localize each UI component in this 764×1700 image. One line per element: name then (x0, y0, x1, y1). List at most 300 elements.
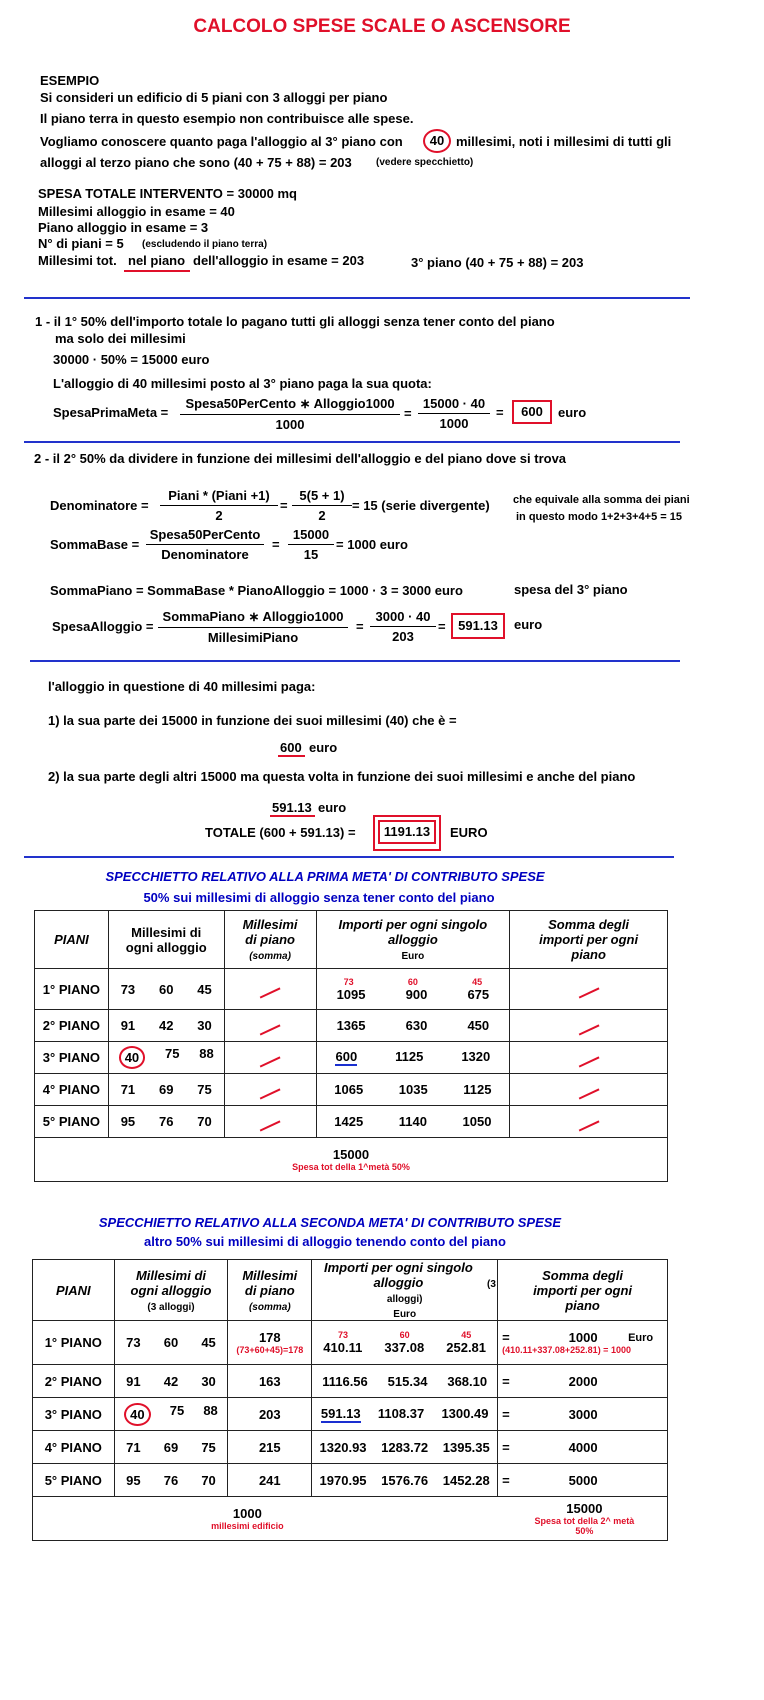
table1-importi-group (317, 987, 510, 1002)
table2-millesimi-value: 60 (163, 1335, 179, 1350)
table2-footer-note-1: Spesa tot della 2^ metà (534, 1516, 635, 1526)
table1-millesimi-value: 76 (158, 1114, 174, 1129)
table1-millesimi-value: 70 (197, 1114, 212, 1129)
table1-top-label: 60 (407, 976, 418, 987)
table1-millesimi-value: 91 (120, 1018, 136, 1033)
total-label: TOTALE (600 + 591.13) = (205, 825, 356, 840)
millesimi-tot-b: nel piano (128, 253, 186, 268)
table1-slash-mark (578, 1120, 599, 1131)
s1-eq-2: = (496, 405, 504, 420)
table1-row (35, 1106, 668, 1138)
s3-p1-unit: euro (309, 740, 338, 755)
table1-header-importi-sub: Euro (401, 951, 425, 962)
table1-row (35, 1074, 668, 1106)
table2-millpiano-value: 215 (258, 1439, 281, 1455)
table1-slash-mark (578, 1088, 599, 1099)
table2-somma-line (502, 1407, 667, 1422)
table2-importo-value: 1116.56 (322, 1373, 368, 1389)
table1-millesimi-group (109, 1018, 224, 1033)
table2-millpiano-value: 178 (258, 1330, 281, 1345)
table2-row (33, 1321, 668, 1365)
sb-fraction (146, 527, 264, 562)
table2-importi-group (312, 1473, 497, 1488)
sa-label: SpesaAlloggio = (52, 619, 154, 634)
table1-millesimi-group (109, 1046, 224, 1069)
table1-importi-cell (316, 1074, 510, 1106)
example-line-3a: Vogliamo conoscere quanto paga l'alloggio al 3° piano con (40, 134, 403, 149)
table2-header-importi-sub2: Euro (393, 1309, 417, 1320)
table2-importi-cell (312, 1365, 498, 1398)
den-fraction-2 (292, 488, 352, 523)
table1-importi-cell (316, 1010, 510, 1042)
table2-footer-total-val: 15000 (566, 1501, 603, 1516)
table2-importo-value: 410.11 (323, 1340, 363, 1355)
table2-somma-cell (498, 1321, 668, 1365)
table1-importo-value: 1125 (463, 1082, 492, 1097)
table1-footer-row (35, 1138, 668, 1182)
table1-footer-note: Spesa tot della 1^metà 50% (292, 1162, 410, 1172)
table1-millesimi-value: 95 (120, 1114, 136, 1129)
total-value: 1191.13 (378, 820, 436, 844)
table1-millesimi-value: 42 (158, 1018, 174, 1033)
table2-header-mill (114, 1260, 228, 1321)
table1-importo-value: 600 (335, 1049, 358, 1064)
table2-millesimi-cell (114, 1365, 228, 1398)
s1-calc: 30000 · 50% = 15000 euro (53, 352, 210, 367)
table1-millesimi-cell (108, 1106, 224, 1138)
sa-unit: euro (514, 617, 543, 632)
table2-millpiano-cell (228, 1365, 312, 1398)
table2-somma-eq: = (502, 1439, 510, 1455)
table2-millesimi-value: 71 (126, 1439, 141, 1455)
s1-line-1: 1 - il 1° 50% dell'importo totale lo pagano tutti gli alloggi senza tener conto del piano (35, 314, 555, 329)
den-note-2: in questo modo 1+2+3+4+5 = 15 (516, 511, 682, 523)
table2-millesimi-value: 91 (126, 1373, 141, 1389)
table2-header-importi-sub1: (3 alloggi) (386, 1279, 496, 1305)
table1-importo-value: 900 (405, 986, 428, 1002)
sb-result: = 1000 euro (336, 537, 408, 552)
table2-importo-value: 1970.95 (319, 1472, 367, 1488)
table2-importo-value: 252.81 (446, 1340, 487, 1355)
table2-millesimi-group (115, 1403, 228, 1426)
sa-num: SommaPiano ∗ Alloggio1000 (162, 609, 344, 624)
table1-millesimi-value: 40 (119, 1046, 145, 1069)
millesimi-tot-c: dell'alloggio in esame = 203 (193, 253, 365, 268)
table2-importi-cell (312, 1398, 498, 1431)
table1-importo-value: 450 (467, 1018, 490, 1033)
table1-millpiano-cell (224, 1042, 316, 1074)
table1-header-piani: PIANI (35, 911, 109, 969)
table1-millesimi-value: 75 (197, 1082, 212, 1097)
table2-millesimi-value: 75 (169, 1402, 185, 1418)
sa-den-2: 203 (370, 626, 436, 644)
table1-piano-label: 4° PIANO (35, 1074, 109, 1106)
table2-millesimi-value: 40 (124, 1403, 150, 1426)
table1-importo-value: 1425 (334, 1114, 364, 1129)
table1-somma-cell (510, 1074, 668, 1106)
page-title: CALCOLO SPESE SCALE O ASCENSORE (193, 16, 571, 37)
table1-slash-mark (578, 1056, 599, 1067)
s1-num-2: 15000 · 40 (422, 396, 486, 411)
den-num: Piani * (Piani +1) (168, 488, 270, 503)
table1-header-millpiano (224, 911, 316, 969)
divider-1 (24, 297, 690, 299)
table2-importo-value: 1283.72 (381, 1439, 429, 1455)
table1-top-label: 73 (343, 976, 354, 987)
divider-3 (30, 660, 680, 662)
table1-importo-value: 1065 (334, 1082, 364, 1097)
table2-millesimi-value: 76 (163, 1472, 179, 1488)
table2-header-mill-text: Millesimi di ogni alloggio (130, 1267, 212, 1298)
table2-piano-label: 5° PIANO (33, 1464, 115, 1497)
table1-importi-group (317, 1049, 510, 1066)
table2-millpiano-cell (228, 1431, 312, 1464)
table1-millesimi-group (109, 1082, 224, 1097)
table2-somma-cell (498, 1431, 668, 1464)
table2-importo-value: 337.08 (384, 1340, 425, 1355)
table2-millesimi-value: 45 (201, 1335, 216, 1350)
table2-somma-line (502, 1473, 667, 1488)
s3-p1: 1) la sua parte dei 15000 in funzione dei suoi millesimi (40) che è = (48, 713, 457, 728)
table2-footer-note-2: 50% (575, 1526, 594, 1536)
table2-millesimi-cell (114, 1431, 228, 1464)
sb-num: Spesa50PerCento (149, 527, 261, 542)
table2-top-label: 60 (399, 1330, 410, 1340)
millesimi-tot-a: Millesimi tot. (38, 253, 117, 268)
table1-millesimi-value: 75 (164, 1046, 180, 1061)
total-unit: EURO (450, 825, 488, 840)
table1-millesimi-cell (108, 1010, 224, 1042)
table2-millpiano-value: 203 (258, 1406, 281, 1422)
table1-millesimi-value: 69 (158, 1082, 174, 1097)
den-den: 2 (160, 505, 278, 523)
table2-somma-cell (498, 1398, 668, 1431)
table1-piano-label: 1° PIANO (35, 969, 109, 1010)
table1-header-importi-text: Importi per ogni singolo alloggio (338, 917, 488, 947)
s3-p2-unit: euro (318, 800, 347, 815)
table1-importo-value: 1140 (398, 1114, 427, 1129)
den-den-2: 2 (292, 505, 352, 523)
s3-p2-val: 591.13 (272, 800, 312, 815)
table1-millpiano-cell (224, 1074, 316, 1106)
table2-millesimi-group (115, 1440, 228, 1455)
table2-somma-note: (410.11+337.08+252.81) = 1000 (502, 1345, 631, 1355)
table2-piano-label: 3° PIANO (33, 1398, 115, 1431)
table1-millesimi-value: 71 (120, 1082, 136, 1097)
table1-millesimi-group (109, 982, 224, 997)
table1-header-somma-text: Somma degli importi per ogni piano (539, 917, 639, 962)
table1-importo-value: 1320 (461, 1049, 491, 1064)
table2-millesimi-value: 70 (201, 1472, 216, 1488)
table2-somma-value: 2000 (568, 1373, 598, 1389)
table1-importo-value: 1035 (398, 1082, 428, 1097)
table1-row (35, 1042, 668, 1074)
table1-slash-mark (260, 1056, 281, 1067)
example-line-4: alloggi al terzo piano che sono (40 + 75 + 88) = 203 (40, 155, 352, 170)
table1-slash-mark (260, 1024, 281, 1035)
table2-row (33, 1431, 668, 1464)
table1-top-labels (317, 977, 510, 987)
table2-millesimi-value: 30 (201, 1373, 216, 1389)
sp-note: spesa del 3° piano (514, 582, 628, 597)
s1-den-1: 1000 (180, 414, 400, 432)
table1-header-mill (108, 911, 224, 969)
sb-eq: = (272, 537, 280, 552)
s1-line-2: ma solo dei millesimi (55, 331, 186, 346)
table2-somma-line (502, 1440, 667, 1455)
table2-footer-row (33, 1497, 668, 1541)
table1-importo-value: 1095 (336, 986, 366, 1002)
underline-nel-piano (124, 270, 190, 272)
den-label: Denominatore = (50, 498, 149, 513)
sb-den: Denominatore (146, 544, 264, 562)
table1-piano-label: 3° PIANO (35, 1042, 109, 1074)
table2-footer-total (312, 1497, 668, 1541)
table2-header-millpiano-sub: (somma) (248, 1301, 291, 1313)
table1-importi-cell (316, 1042, 510, 1074)
numero-piani: N° di piani = 5 (38, 236, 124, 251)
table2-millpiano-value: 241 (258, 1472, 281, 1488)
table2-millpiano-cell (228, 1464, 312, 1497)
table1-millpiano-cell (224, 969, 316, 1010)
table1-slash-mark (260, 987, 281, 998)
table1-footer (35, 1138, 668, 1182)
table1-somma-cell (510, 1010, 668, 1042)
table2-somma-line (502, 1330, 667, 1345)
table2-somma-line (502, 1374, 667, 1389)
table2-millesimi-value: 95 (126, 1472, 141, 1488)
s1-quota: L'alloggio di 40 millesimi posto al 3° piano paga la sua quota: (53, 376, 432, 391)
s2-line: 2 - il 2° 50% da dividere in funzione dei millesimi dell'alloggio e del piano dove si trova (34, 451, 567, 466)
table2-header-mill-sub: (3 alloggi) (147, 1301, 195, 1313)
table2-importo-value: 1320.93 (319, 1439, 367, 1455)
table1-importo-value: 630 (405, 1018, 428, 1033)
s1-eq: = (404, 406, 412, 421)
millesimi-alloggio: Millesimi alloggio in esame = 40 (38, 204, 235, 219)
table2-somma-cell (498, 1365, 668, 1398)
table2-millesimi-group (115, 1374, 228, 1389)
table2-top-labels (312, 1330, 497, 1340)
table1-importi-group (317, 1114, 510, 1129)
divider-2 (24, 441, 680, 443)
table2-millpiano-cell (228, 1398, 312, 1431)
table2-header-piani: PIANI (33, 1260, 115, 1321)
s1-result-box: 600 (512, 400, 552, 424)
table2-somma-value: 3000 (568, 1406, 598, 1422)
den-eq: = (280, 498, 288, 513)
table2-importo-value: 515.34 (387, 1373, 428, 1389)
table2-somma-eq: = (502, 1330, 510, 1345)
table1-title: SPECCHIETTO RELATIVO ALLA PRIMA META' DI CONTRIBUTO SPESE (105, 869, 545, 884)
table2-millesimi-value: 42 (163, 1373, 179, 1389)
table2-footer-mill (33, 1497, 312, 1541)
table2-importo-value: 1395.35 (442, 1439, 490, 1455)
example-line-2: Il piano terra in questo esempio non contribuisce alle spese. (40, 111, 414, 126)
den-result: = 15 (serie divergente) (352, 498, 490, 513)
table1-piano-label: 2° PIANO (35, 1010, 109, 1042)
table2-millpiano-cell (228, 1321, 312, 1365)
table2-importo-value: 368.10 (447, 1373, 488, 1389)
table2-millesimi-value: 73 (126, 1335, 141, 1350)
table2-piano-label: 4° PIANO (33, 1431, 115, 1464)
sa-eq-2: = (438, 619, 446, 634)
table1 (34, 910, 668, 1182)
table2-piano-label: 2° PIANO (33, 1365, 115, 1398)
table2-importi-cell (312, 1321, 498, 1365)
table2-header-millpiano (228, 1260, 312, 1321)
example-line-1: Si consideri un edificio di 5 piani con 3 alloggi per piano (40, 90, 388, 105)
table2-piano-label: 1° PIANO (33, 1321, 115, 1365)
table1-millpiano-cell (224, 1010, 316, 1042)
table1-subtitle: 50% sui millesimi di alloggio senza tener conto del piano (143, 890, 495, 905)
table2-footer-mill-note: millesimi edificio (211, 1521, 284, 1531)
table1-millesimi-value: 60 (158, 981, 174, 997)
table1-somma-cell (510, 1042, 668, 1074)
table2-top-label: 73 (338, 1330, 349, 1340)
table1-slash-mark (260, 1088, 281, 1099)
underline-600 (278, 755, 305, 757)
table1-slash-mark (260, 1120, 281, 1131)
table2-header-importi (312, 1260, 498, 1321)
table1-header-importi (316, 911, 510, 969)
spesa-totale: SPESA TOTALE INTERVENTO = 30000 mq (38, 186, 297, 201)
table1-importi-group (317, 1082, 510, 1097)
table1-millesimi-group (109, 1114, 224, 1129)
sb-den-2: 15 (288, 544, 334, 562)
table1-importi-cell (316, 1106, 510, 1138)
table1-slash-mark (578, 987, 599, 998)
s3-p1-val: 600 (280, 740, 302, 755)
table1-header-millpiano-text: Millesimi di piano (242, 917, 298, 947)
table2-importo-value: 1108.37 (377, 1405, 425, 1421)
table1-importo-value: 1365 (336, 1018, 366, 1033)
underline-591 (270, 815, 315, 817)
s1-den-2: 1000 (418, 413, 490, 431)
s1-fraction-2 (418, 396, 490, 431)
table1-importo-value: 1125 (395, 1049, 424, 1064)
den-fraction (160, 488, 278, 523)
sa-result-box: 591.13 (451, 613, 505, 639)
table1-importo-value: 1050 (462, 1114, 492, 1129)
sb-fraction-2 (288, 527, 334, 562)
table2-importo-value: 1576.76 (381, 1472, 429, 1488)
s1-label: SpesaPrimaMeta = (53, 405, 169, 420)
table2-header-row (33, 1260, 668, 1321)
table2-somma-value: 1000 (568, 1330, 598, 1345)
table1-somma-cell (510, 969, 668, 1010)
table2-row (33, 1398, 668, 1431)
table2-millesimi-value: 69 (163, 1439, 179, 1455)
sb-num-2: 15000 (292, 527, 330, 542)
table1-millesimi-cell (108, 1042, 224, 1074)
table2-importi-group (312, 1440, 497, 1455)
table2-top-label: 45 (461, 1330, 472, 1340)
table2-millesimi-group (115, 1473, 228, 1488)
table2-header-importi-text: Importi per ogni singolo alloggio (324, 1260, 473, 1290)
table2-somma-eq: = (502, 1373, 510, 1389)
sa-fraction (158, 609, 348, 645)
example-heading: ESEMPIO (40, 73, 100, 88)
table1-header-mill-text: Millesimi di ogni alloggio (125, 924, 207, 955)
table1-header-row (35, 911, 668, 969)
example-line-3b: millesimi, noti i millesimi di tutti gli (456, 134, 672, 149)
table1-somma-cell (510, 1106, 668, 1138)
den-note-1: che equivale alla somma dei piani (513, 494, 690, 506)
table1-millesimi-value: 73 (120, 981, 136, 997)
table2-importi-group (312, 1340, 497, 1355)
table2-row (33, 1365, 668, 1398)
den-num-2: 5(5 + 1) (299, 488, 345, 503)
table2-importi-group (312, 1406, 497, 1423)
table1-footer-total: 15000 (332, 1147, 370, 1162)
table2-importo-value: 1300.49 (441, 1405, 489, 1421)
table2-footer-mill-val: 1000 (232, 1506, 262, 1521)
table2-subtitle: altro 50% sui millesimi di alloggio tenendo conto del piano (144, 1234, 506, 1249)
table2-somma-eq: = (502, 1472, 510, 1488)
s3-intro: l'alloggio in questione di 40 millesimi paga: (48, 679, 316, 694)
sp-line: SommaPiano = SommaBase * PianoAlloggio = 1000 · 3 = 3000 euro (50, 583, 463, 598)
table1-millesimi-value: 88 (199, 1046, 214, 1061)
table2 (32, 1259, 668, 1541)
table2-importo-value: 1452.28 (442, 1472, 490, 1488)
table1-piano-label: 5° PIANO (35, 1106, 109, 1138)
table2-somma-value: 5000 (568, 1472, 598, 1488)
table2-header-millpiano-text: Millesimi di piano (242, 1267, 298, 1298)
table1-header-millpiano-sub: (somma) (249, 951, 291, 962)
table2-somma-value: 4000 (568, 1439, 598, 1455)
table2-somma-unit: Euro (628, 1331, 654, 1344)
sb-label: SommaBase = (50, 537, 140, 552)
table1-millesimi-value: 30 (197, 1018, 212, 1033)
circled-40: 40 (423, 129, 451, 153)
table2-millesimi-cell (114, 1398, 228, 1431)
table1-millesimi-cell (108, 969, 224, 1010)
table1-row (35, 1010, 668, 1042)
table2-millpiano-value: 163 (258, 1373, 281, 1389)
total-box (373, 815, 441, 851)
table1-row (35, 969, 668, 1010)
table2-somma-eq: = (502, 1406, 510, 1422)
table2-importi-cell (312, 1464, 498, 1497)
table1-slash-mark (578, 1024, 599, 1035)
table2-somma-cell (498, 1464, 668, 1497)
table2-millesimi-group (115, 1335, 228, 1350)
table1-millpiano-cell (224, 1106, 316, 1138)
divider-4 (24, 856, 674, 858)
table2-importo-value: 591.13 (320, 1405, 361, 1421)
example-line-4-note: (vedere specchietto) (376, 157, 474, 168)
table2-millesimi-value: 75 (201, 1439, 216, 1455)
numero-piani-note: (escludendo il piano terra) (142, 239, 268, 250)
table2-title: SPECCHIETTO RELATIVO ALLA SECONDA META' DI CONTRIBUTO SPESE (98, 1215, 562, 1230)
s3-p2: 2) la sua parte degli altri 15000 ma questa volta in funzione dei suoi millesimi e anche del piano (48, 769, 636, 784)
sa-den: MillesimiPiano (158, 627, 348, 645)
sa-fraction-2 (370, 609, 436, 644)
table1-top-label: 45 (472, 976, 483, 987)
sa-eq: = (356, 619, 364, 634)
s1-num-1: Spesa50PerCento ∗ Alloggio1000 (185, 396, 395, 411)
table1-millesimi-value: 45 (197, 981, 212, 997)
table2-millesimi-cell (114, 1464, 228, 1497)
table1-header-somma (510, 911, 668, 969)
table2-millesimi-value: 88 (203, 1402, 218, 1418)
s1-fraction-1 (180, 396, 400, 432)
table2-importi-group (312, 1374, 497, 1389)
millesimi-tot-right: 3° piano (40 + 75 + 88) = 203 (411, 255, 584, 270)
table2-millpiano-note: (73+60+45)=178 (236, 1345, 304, 1355)
table2-millesimi-cell (114, 1321, 228, 1365)
sa-num-2: 3000 · 40 (375, 609, 431, 624)
